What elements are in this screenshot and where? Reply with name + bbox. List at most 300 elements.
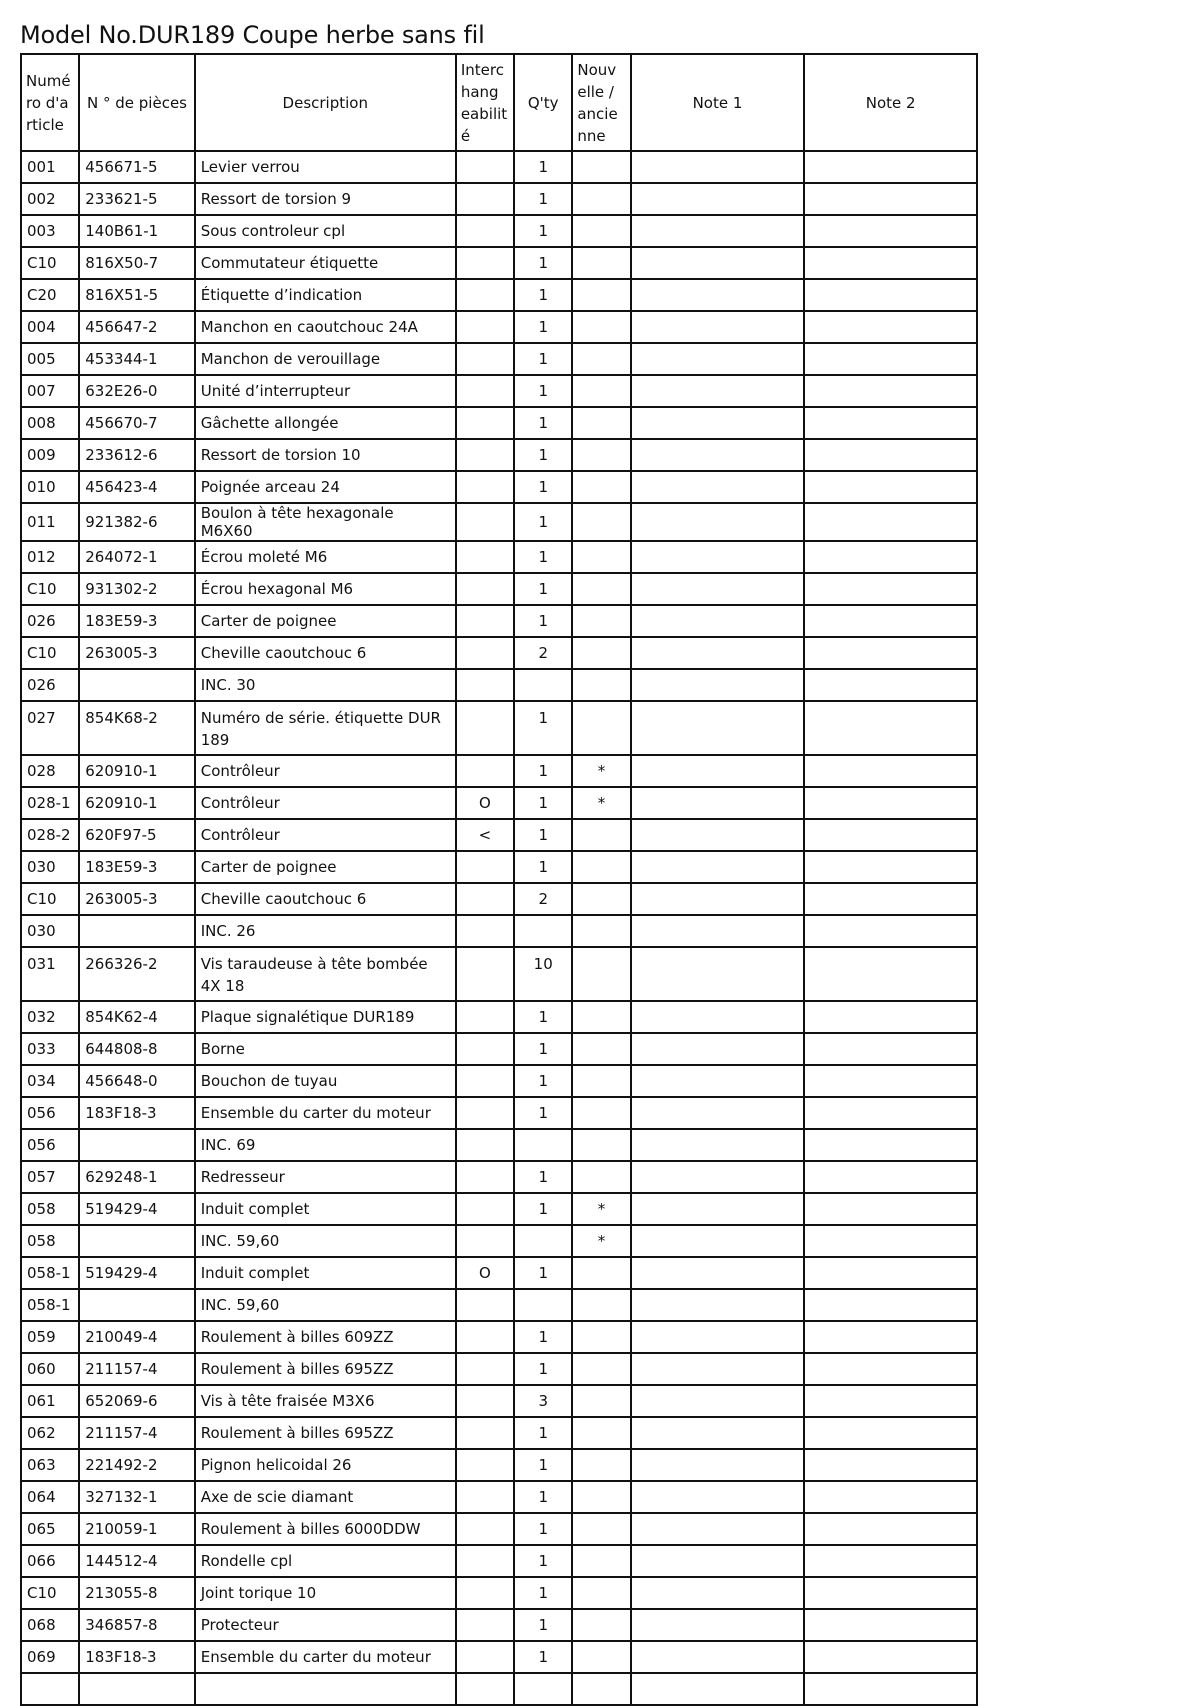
- cell-part-number: 144512-4: [79, 1545, 194, 1577]
- cell-new-old: [572, 883, 630, 915]
- cell-note-2: [804, 851, 977, 883]
- table-row: [21, 1673, 977, 1705]
- cell-note-2: [804, 215, 977, 247]
- table-row: [21, 1257, 977, 1289]
- cell-description: Ressort de torsion 10: [195, 439, 456, 471]
- cell-item-number: 060: [21, 1353, 79, 1385]
- cell-note-2: [804, 407, 977, 439]
- table-row: [21, 1001, 977, 1033]
- cell-note-1: [631, 669, 805, 701]
- cell-description: INC. 69: [195, 1129, 456, 1161]
- cell-item-number: 034: [21, 1065, 79, 1097]
- cell-new-old: [572, 1161, 630, 1193]
- cell-interchangeability: [456, 1161, 514, 1193]
- table-row: [21, 1513, 977, 1545]
- cell-description: Joint torique 10: [195, 1577, 456, 1609]
- cell-note-1: [631, 1257, 805, 1289]
- cell-quantity: 1: [514, 819, 572, 851]
- cell-part-number: 816X51-5: [79, 279, 194, 311]
- cell-new-old: [572, 215, 630, 247]
- cell-quantity: 1: [514, 1577, 572, 1609]
- cell-interchangeability: [456, 1129, 514, 1161]
- cell-interchangeability: [456, 1065, 514, 1097]
- cell-description: Étiquette d’indication: [195, 279, 456, 311]
- cell-interchangeability: [456, 1417, 514, 1449]
- cell-note-1: [631, 375, 805, 407]
- page-title: Model No.DUR189 Coupe herbe sans fil: [20, 21, 485, 49]
- cell-part-number: 629248-1: [79, 1161, 194, 1193]
- table-row: [21, 1289, 977, 1321]
- cell-quantity: 1: [514, 1641, 572, 1673]
- cell-description: Écrou moleté M6: [195, 541, 456, 573]
- cell-description: Contrôleur: [195, 819, 456, 851]
- cell-note-2: [804, 1129, 977, 1161]
- cell-note-1: [631, 1353, 805, 1385]
- cell-new-old: [572, 279, 630, 311]
- table-row: [21, 1385, 977, 1417]
- cell-description: Contrôleur: [195, 755, 456, 787]
- cell-interchangeability: [456, 1481, 514, 1513]
- cell-note-1: [631, 1001, 805, 1033]
- cell-item-number: C10: [21, 573, 79, 605]
- cell-part-number: 620F97-5: [79, 819, 194, 851]
- table-row: [21, 1097, 977, 1129]
- cell-new-old: [572, 151, 630, 183]
- cell-interchangeability: [456, 637, 514, 669]
- header-row: [21, 54, 977, 151]
- cell-new-old: [572, 1129, 630, 1161]
- cell-note-1: [631, 503, 805, 541]
- cell-description: Poignée arceau 24: [195, 471, 456, 503]
- cell-quantity: 1: [514, 755, 572, 787]
- cell-item-number: 028-1: [21, 787, 79, 819]
- cell-note-1: [631, 1513, 805, 1545]
- cell-note-1: [631, 1161, 805, 1193]
- cell-note-2: [804, 1257, 977, 1289]
- cell-item-number: 010: [21, 471, 79, 503]
- cell-interchangeability: [456, 1193, 514, 1225]
- cell-quantity: [514, 1289, 572, 1321]
- cell-part-number: [79, 1129, 194, 1161]
- table-row: [21, 1225, 977, 1257]
- cell-quantity: 1: [514, 573, 572, 605]
- cell-new-old: *: [572, 1193, 630, 1225]
- cell-interchangeability: [456, 1001, 514, 1033]
- cell-new-old: [572, 1577, 630, 1609]
- cell-new-old: [572, 1449, 630, 1481]
- cell-note-2: [804, 375, 977, 407]
- cell-item-number: 031: [21, 947, 79, 1001]
- cell-description: Roulement à billes 695ZZ: [195, 1353, 456, 1385]
- cell-part-number: 519429-4: [79, 1257, 194, 1289]
- cell-interchangeability: [456, 755, 514, 787]
- cell-new-old: [572, 407, 630, 439]
- cell-interchangeability: [456, 1033, 514, 1065]
- cell-interchangeability: [456, 1577, 514, 1609]
- cell-quantity: 1: [514, 151, 572, 183]
- cell-new-old: [572, 1673, 630, 1705]
- table-row: [21, 883, 977, 915]
- cell-new-old: [572, 1641, 630, 1673]
- cell-part-number: 456648-0: [79, 1065, 194, 1097]
- cell-new-old: *: [572, 787, 630, 819]
- cell-new-old: [572, 1417, 630, 1449]
- cell-note-2: [804, 1577, 977, 1609]
- cell-new-old: [572, 851, 630, 883]
- cell-quantity: 1: [514, 1161, 572, 1193]
- cell-new-old: [572, 343, 630, 375]
- cell-part-number: 644808-8: [79, 1033, 194, 1065]
- cell-note-1: [631, 1321, 805, 1353]
- cell-item-number: 056: [21, 1129, 79, 1161]
- cell-new-old: [572, 605, 630, 637]
- cell-item-number: [21, 1673, 79, 1705]
- cell-part-number: 816X50-7: [79, 247, 194, 279]
- cell-note-1: [631, 1577, 805, 1609]
- header-new-old: Nouv elle / ancie nne: [572, 54, 630, 151]
- cell-quantity: 1: [514, 1193, 572, 1225]
- cell-note-2: [804, 471, 977, 503]
- cell-new-old: [572, 1097, 630, 1129]
- cell-new-old: [572, 1289, 630, 1321]
- cell-description: Bouchon de tuyau: [195, 1065, 456, 1097]
- cell-new-old: [572, 471, 630, 503]
- table-row: [21, 541, 977, 573]
- table-row: [21, 1449, 977, 1481]
- cell-new-old: [572, 1353, 630, 1385]
- cell-interchangeability: [456, 1353, 514, 1385]
- cell-interchangeability: <: [456, 819, 514, 851]
- cell-quantity: 1: [514, 1257, 572, 1289]
- cell-note-2: [804, 1033, 977, 1065]
- table-row: [21, 439, 977, 471]
- cell-description: Roulement à billes 695ZZ: [195, 1417, 456, 1449]
- cell-part-number: 652069-6: [79, 1385, 194, 1417]
- cell-note-2: [804, 1641, 977, 1673]
- cell-interchangeability: [456, 1225, 514, 1257]
- cell-note-1: [631, 1225, 805, 1257]
- table-row: [21, 343, 977, 375]
- cell-part-number: 210059-1: [79, 1513, 194, 1545]
- cell-interchangeability: [456, 471, 514, 503]
- cell-note-2: [804, 1513, 977, 1545]
- cell-note-1: [631, 1609, 805, 1641]
- cell-quantity: 10: [514, 947, 572, 1001]
- cell-item-number: 068: [21, 1609, 79, 1641]
- cell-quantity: 1: [514, 247, 572, 279]
- cell-note-2: [804, 1417, 977, 1449]
- table-row: [21, 1545, 977, 1577]
- cell-new-old: [572, 1609, 630, 1641]
- cell-note-2: [804, 151, 977, 183]
- cell-note-2: [804, 947, 977, 1001]
- cell-new-old: [572, 311, 630, 343]
- cell-note-1: [631, 1065, 805, 1097]
- cell-description: Induit complet: [195, 1193, 456, 1225]
- cell-quantity: 1: [514, 503, 572, 541]
- cell-note-2: [804, 669, 977, 701]
- cell-interchangeability: [456, 343, 514, 375]
- cell-interchangeability: [456, 247, 514, 279]
- cell-note-1: [631, 1385, 805, 1417]
- cell-part-number: 183F18-3: [79, 1097, 194, 1129]
- cell-description: Écrou hexagonal M6: [195, 573, 456, 605]
- header-part-number: N ° de pièces: [79, 54, 194, 151]
- cell-interchangeability: [456, 947, 514, 1001]
- cell-new-old: [572, 247, 630, 279]
- cell-item-number: 058-1: [21, 1257, 79, 1289]
- cell-interchangeability: [456, 1545, 514, 1577]
- cell-quantity: 1: [514, 1065, 572, 1097]
- cell-part-number: 266326-2: [79, 947, 194, 1001]
- cell-description: Carter de poignee: [195, 605, 456, 637]
- cell-quantity: 1: [514, 407, 572, 439]
- cell-quantity: 1: [514, 183, 572, 215]
- table-row: [21, 471, 977, 503]
- table-row: [21, 1577, 977, 1609]
- cell-quantity: 1: [514, 471, 572, 503]
- table-row: [21, 1641, 977, 1673]
- table-row: [21, 637, 977, 669]
- cell-description: Induit complet: [195, 1257, 456, 1289]
- cell-item-number: 007: [21, 375, 79, 407]
- cell-part-number: 632E26-0: [79, 375, 194, 407]
- cell-item-number: 061: [21, 1385, 79, 1417]
- cell-part-number: 264072-1: [79, 541, 194, 573]
- cell-new-old: [572, 375, 630, 407]
- cell-part-number: 456671-5: [79, 151, 194, 183]
- cell-part-number: 233612-6: [79, 439, 194, 471]
- table-row: [21, 1353, 977, 1385]
- cell-interchangeability: [456, 311, 514, 343]
- cell-quantity: 1: [514, 605, 572, 637]
- cell-new-old: [572, 819, 630, 851]
- cell-item-number: 030: [21, 851, 79, 883]
- cell-interchangeability: [456, 541, 514, 573]
- cell-quantity: 2: [514, 883, 572, 915]
- table-row: [21, 1481, 977, 1513]
- cell-quantity: 1: [514, 1449, 572, 1481]
- cell-note-1: [631, 883, 805, 915]
- cell-description: Ressort de torsion 9: [195, 183, 456, 215]
- table-row: [21, 1321, 977, 1353]
- cell-description: Ensemble du carter du moteur: [195, 1641, 456, 1673]
- cell-interchangeability: O: [456, 787, 514, 819]
- cell-item-number: 012: [21, 541, 79, 573]
- cell-quantity: 1: [514, 215, 572, 247]
- cell-part-number: [79, 1673, 194, 1705]
- cell-part-number: 519429-4: [79, 1193, 194, 1225]
- cell-quantity: 1: [514, 279, 572, 311]
- cell-quantity: 1: [514, 311, 572, 343]
- table-row: [21, 1609, 977, 1641]
- cell-note-1: [631, 439, 805, 471]
- cell-item-number: 062: [21, 1417, 79, 1449]
- cell-quantity: 1: [514, 1545, 572, 1577]
- cell-note-2: [804, 1225, 977, 1257]
- cell-note-2: [804, 755, 977, 787]
- cell-part-number: 183E59-3: [79, 851, 194, 883]
- cell-part-number: 854K68-2: [79, 701, 194, 755]
- cell-note-1: [631, 1417, 805, 1449]
- cell-description: Roulement à billes 609ZZ: [195, 1321, 456, 1353]
- cell-note-1: [631, 151, 805, 183]
- cell-description: Axe de scie diamant: [195, 1481, 456, 1513]
- cell-new-old: [572, 1033, 630, 1065]
- cell-description: Numéro de série. étiquette DUR 189: [195, 701, 456, 755]
- cell-new-old: *: [572, 755, 630, 787]
- cell-description: INC. 30: [195, 669, 456, 701]
- cell-item-number: 005: [21, 343, 79, 375]
- cell-item-number: 027: [21, 701, 79, 755]
- cell-item-number: C20: [21, 279, 79, 311]
- cell-note-2: [804, 1545, 977, 1577]
- cell-interchangeability: [456, 439, 514, 471]
- table-row: [21, 1129, 977, 1161]
- cell-part-number: 183F18-3: [79, 1641, 194, 1673]
- cell-interchangeability: [456, 1289, 514, 1321]
- table-row: [21, 183, 977, 215]
- header-item-number: Numé ro d'a rticle: [21, 54, 79, 151]
- cell-quantity: 1: [514, 1609, 572, 1641]
- cell-note-1: [631, 573, 805, 605]
- table-row: [21, 1417, 977, 1449]
- table-row: [21, 755, 977, 787]
- cell-note-2: [804, 183, 977, 215]
- cell-item-number: 032: [21, 1001, 79, 1033]
- cell-interchangeability: [456, 1641, 514, 1673]
- cell-item-number: 069: [21, 1641, 79, 1673]
- cell-part-number: 263005-3: [79, 883, 194, 915]
- cell-description: Cheville caoutchouc 6: [195, 637, 456, 669]
- cell-note-2: [804, 573, 977, 605]
- cell-description: Vis à tête fraisée M3X6: [195, 1385, 456, 1417]
- cell-part-number: 211157-4: [79, 1417, 194, 1449]
- cell-description: Gâchette allongée: [195, 407, 456, 439]
- cell-new-old: [572, 947, 630, 1001]
- cell-item-number: 003: [21, 215, 79, 247]
- cell-note-2: [804, 541, 977, 573]
- cell-note-2: [804, 1321, 977, 1353]
- cell-interchangeability: [456, 1097, 514, 1129]
- cell-description: Pignon helicoidal 26: [195, 1449, 456, 1481]
- table-row: [21, 407, 977, 439]
- cell-note-2: [804, 1353, 977, 1385]
- cell-quantity: 1: [514, 1097, 572, 1129]
- cell-new-old: [572, 701, 630, 755]
- cell-new-old: [572, 1321, 630, 1353]
- cell-description: Carter de poignee: [195, 851, 456, 883]
- cell-note-2: [804, 1193, 977, 1225]
- cell-item-number: 026: [21, 605, 79, 637]
- cell-quantity: 1: [514, 439, 572, 471]
- cell-description: Rondelle cpl: [195, 1545, 456, 1577]
- cell-part-number: [79, 1289, 194, 1321]
- cell-part-number: 346857-8: [79, 1609, 194, 1641]
- cell-interchangeability: [456, 669, 514, 701]
- cell-new-old: *: [572, 1225, 630, 1257]
- cell-interchangeability: [456, 183, 514, 215]
- cell-part-number: 213055-8: [79, 1577, 194, 1609]
- parts-table-body: [21, 151, 977, 1705]
- cell-interchangeability: [456, 573, 514, 605]
- cell-note-1: [631, 1641, 805, 1673]
- cell-note-1: [631, 1481, 805, 1513]
- cell-description: Boulon à tête hexagonale M6X60: [195, 503, 456, 541]
- cell-interchangeability: [456, 1449, 514, 1481]
- cell-note-1: [631, 1449, 805, 1481]
- table-row: [21, 851, 977, 883]
- cell-description: Roulement à billes 6000DDW: [195, 1513, 456, 1545]
- cell-note-1: [631, 541, 805, 573]
- cell-interchangeability: [456, 151, 514, 183]
- cell-note-1: [631, 247, 805, 279]
- cell-item-number: 056: [21, 1097, 79, 1129]
- table-row: [21, 701, 977, 755]
- cell-interchangeability: [456, 215, 514, 247]
- cell-description: INC. 26: [195, 915, 456, 947]
- cell-note-1: [631, 605, 805, 637]
- cell-quantity: [514, 1129, 572, 1161]
- cell-description: Ensemble du carter du moteur: [195, 1097, 456, 1129]
- cell-description: Manchon de verouillage: [195, 343, 456, 375]
- cell-interchangeability: [456, 851, 514, 883]
- cell-note-1: [631, 1097, 805, 1129]
- cell-item-number: 058: [21, 1193, 79, 1225]
- cell-new-old: [572, 183, 630, 215]
- cell-item-number: 063: [21, 1449, 79, 1481]
- cell-new-old: [572, 1001, 630, 1033]
- cell-quantity: 1: [514, 1513, 572, 1545]
- cell-note-2: [804, 439, 977, 471]
- cell-note-2: [804, 915, 977, 947]
- cell-note-2: [804, 1673, 977, 1705]
- cell-interchangeability: [456, 407, 514, 439]
- cell-note-1: [631, 343, 805, 375]
- cell-description: Vis taraudeuse à tête bombée 4X 18: [195, 947, 456, 1001]
- header-note-1: Note 1: [631, 54, 805, 151]
- cell-quantity: [514, 669, 572, 701]
- cell-interchangeability: [456, 1609, 514, 1641]
- cell-note-2: [804, 819, 977, 851]
- cell-new-old: [572, 541, 630, 573]
- cell-quantity: 1: [514, 1481, 572, 1513]
- cell-interchangeability: [456, 915, 514, 947]
- cell-quantity: 3: [514, 1385, 572, 1417]
- cell-description: INC. 59,60: [195, 1289, 456, 1321]
- table-row: [21, 819, 977, 851]
- cell-note-2: [804, 1001, 977, 1033]
- cell-new-old: [572, 1481, 630, 1513]
- cell-item-number: C10: [21, 247, 79, 279]
- table-row: [21, 503, 977, 541]
- cell-note-1: [631, 915, 805, 947]
- cell-item-number: 009: [21, 439, 79, 471]
- cell-quantity: 1: [514, 1417, 572, 1449]
- table-row: [21, 605, 977, 637]
- cell-note-1: [631, 851, 805, 883]
- parts-table: [20, 53, 978, 1706]
- cell-interchangeability: [456, 375, 514, 407]
- cell-part-number: 140B61-1: [79, 215, 194, 247]
- cell-note-1: [631, 819, 805, 851]
- cell-quantity: 1: [514, 541, 572, 573]
- cell-part-number: 453344-1: [79, 343, 194, 375]
- cell-note-1: [631, 1193, 805, 1225]
- cell-quantity: [514, 1673, 572, 1705]
- table-row: [21, 1033, 977, 1065]
- cell-note-2: [804, 1289, 977, 1321]
